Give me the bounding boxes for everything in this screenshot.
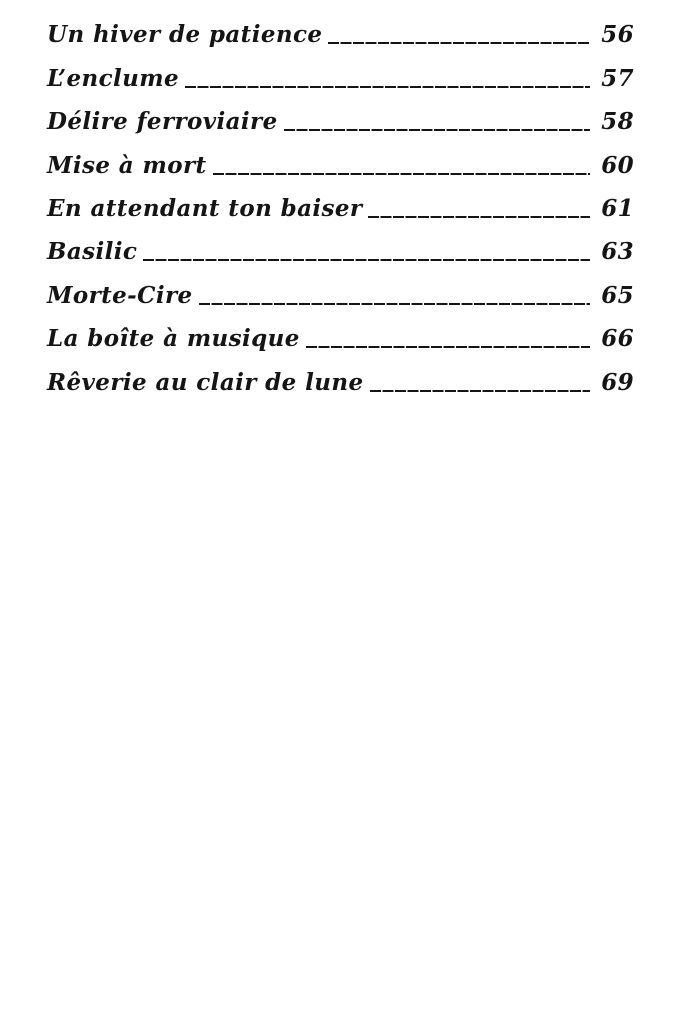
leader-line (185, 86, 590, 88)
toc-entry-title: Délire ferroviaire (47, 108, 278, 136)
toc-entry-page-number: 69 (601, 368, 634, 396)
toc-entry (47, 179, 634, 222)
toc-list (47, 5, 634, 396)
toc-entry (47, 222, 634, 265)
toc-entry-page-number: 56 (601, 21, 634, 49)
toc-entry-title: Morte-Cire (47, 281, 193, 309)
toc-entry-title: En attendant ton baiser (47, 194, 363, 222)
toc-entry-title: La boîte à musique (47, 325, 300, 353)
toc-entry (47, 352, 634, 395)
leader-line (368, 216, 590, 218)
toc-entry (47, 92, 634, 135)
toc-entry-title: Mise à mort (47, 151, 207, 179)
leader-line (213, 173, 591, 175)
toc-entry-page-number: 63 (601, 238, 634, 266)
toc-entry-title: L’enclume (47, 64, 180, 92)
toc-entry-page-number: 66 (601, 325, 634, 353)
toc-entry-page-number: 65 (601, 281, 634, 309)
leader-line (143, 259, 590, 261)
leader-line (284, 129, 591, 131)
leader-line (199, 303, 591, 305)
toc-entry-page-number: 58 (601, 108, 634, 136)
toc-entry (47, 5, 634, 48)
toc-entry-page-number: 61 (601, 194, 634, 222)
toc-entry-title: Rêverie au clair de lune (47, 368, 364, 396)
leader-line (328, 42, 590, 44)
toc-entry-title: Un hiver de patience (47, 21, 323, 49)
leader-line (306, 346, 590, 348)
leader-line (370, 390, 591, 392)
toc-entry (47, 309, 634, 352)
toc-entry (47, 265, 634, 308)
toc-entry (47, 135, 634, 178)
toc-entry (47, 48, 634, 91)
toc-entry-page-number: 57 (601, 64, 634, 92)
toc-entry-title: Basilic (47, 238, 138, 266)
toc-entry-page-number: 60 (601, 151, 634, 179)
